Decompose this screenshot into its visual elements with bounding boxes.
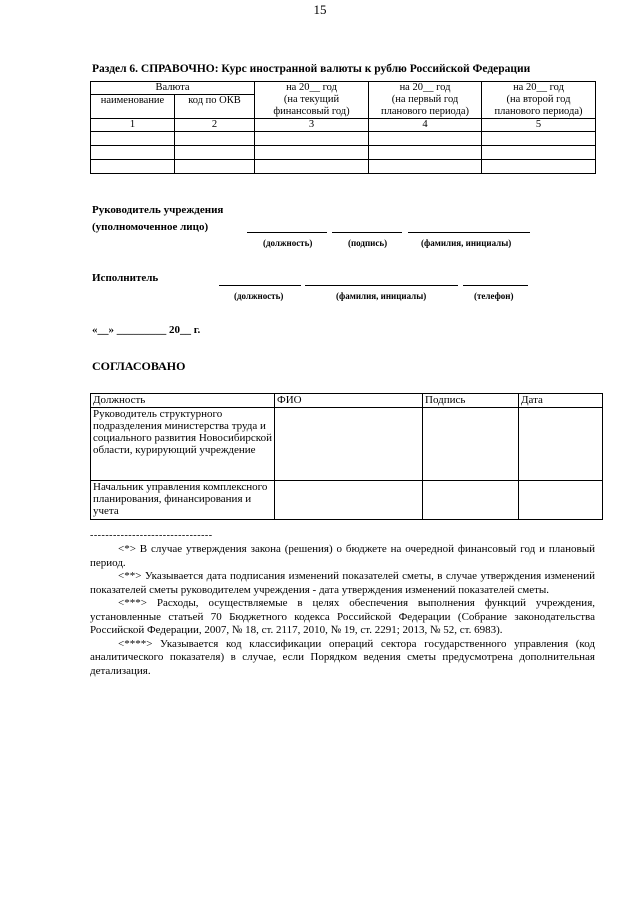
head-position-line[interactable] xyxy=(247,232,327,233)
table-cell[interactable] xyxy=(91,160,175,174)
table-cell[interactable] xyxy=(255,160,369,174)
footnote-separator: -------------------------------- xyxy=(90,530,213,541)
approval-name-cell[interactable] xyxy=(275,481,423,520)
currency-header: Валюта xyxy=(91,82,255,95)
column-number: 1 xyxy=(91,119,175,132)
table-cell[interactable] xyxy=(482,160,596,174)
executor-label: Исполнитель xyxy=(92,272,159,284)
column-number: 5 xyxy=(482,119,596,132)
column-number: 3 xyxy=(255,119,369,132)
approval-signature-cell[interactable] xyxy=(423,408,519,481)
section-title: Раздел 6. СПРАВОЧНО: Курс иностранной валюты к рублю Российской Федерации xyxy=(92,63,531,75)
approval-header-date: Дата xyxy=(519,394,603,408)
page-number: 15 xyxy=(313,2,327,17)
column-number: 4 xyxy=(369,119,482,132)
table-cell[interactable] xyxy=(255,146,369,160)
approval-header-name: ФИО xyxy=(275,394,423,408)
footnote-1: <*> В случае утверждения закона (решения) о бюджете на очередной финансовый год и плановый период. xyxy=(90,543,595,569)
executor-name-line[interactable] xyxy=(305,285,458,286)
approval-header-signature: Подпись xyxy=(423,394,519,408)
currency-rate-table xyxy=(90,81,596,174)
executor-position-line[interactable] xyxy=(219,285,301,286)
head-name-line[interactable] xyxy=(408,232,530,233)
column-number: 2 xyxy=(175,119,255,132)
executor-name-caption: (фамилия, инициалы) xyxy=(336,291,427,301)
approval-position-cell: Руководитель структурного подразделения министерства труда и социального развития Новосибирской области, курирующий учреждение xyxy=(91,408,275,481)
table-cell[interactable] xyxy=(369,146,482,160)
table-cell[interactable] xyxy=(175,160,255,174)
approval-header-position: Должность xyxy=(91,394,275,408)
approved-label: СОГЛАСОВАНО xyxy=(92,359,186,373)
head-signature-line[interactable] xyxy=(332,232,402,233)
table-cell[interactable] xyxy=(175,132,255,146)
table-cell[interactable] xyxy=(175,146,255,160)
sub-header-okv-code: код по ОКВ xyxy=(175,95,255,119)
executor-position-caption: (должность) xyxy=(234,291,284,301)
approval-signature-cell[interactable] xyxy=(423,481,519,520)
table-cell[interactable] xyxy=(369,160,482,174)
year-header-first-plan: на 20__ год (на первый год планового периода) xyxy=(369,82,482,119)
approval-position-cell: Начальник управления комплексного планирования, финансирования и учета xyxy=(91,481,275,520)
head-signature-subtitle: (уполномоченное лицо) xyxy=(92,221,209,233)
footnotes xyxy=(90,543,595,678)
head-name-caption: (фамилия, инициалы) xyxy=(421,238,512,248)
table-cell[interactable] xyxy=(91,132,175,146)
executor-phone-caption: (телефон) xyxy=(474,291,514,301)
approval-date-cell[interactable] xyxy=(519,481,603,520)
head-signature-title: Руководитель учреждения xyxy=(92,204,224,216)
footnote-3: <***> Расходы, осуществляемые в целях обеспечения выполнения функций учреждения, установленные статьей 70 Бюджетного кодекса Российской Федерации (Собрание законодательства Российской Федерации, 2007, № 18, ст. 2117, 2010, № 19, ст. 2291; 2013, № 52, ст. 6983). xyxy=(90,597,595,636)
footnote-2: <**> Указывается дата подписания изменений показателей сметы, в случае утверждения изменений показателей сметы руководителем учреждения - дата утверждения изменений показателей сметы. xyxy=(90,570,595,596)
head-signature-caption: (подпись) xyxy=(348,238,388,248)
year-header-current: на 20__ год (на текущий финансовый год) xyxy=(255,82,369,119)
table-cell[interactable] xyxy=(369,132,482,146)
approval-table xyxy=(90,393,603,520)
table-cell[interactable] xyxy=(482,146,596,160)
approval-date-cell[interactable] xyxy=(519,408,603,481)
footnote-4: <****> Указывается код классификации операций сектора государственного управления (код аналитического показателя) в случае, если Порядком ведения сметы предусмотрена дополнительная детализация. xyxy=(90,637,595,677)
executor-phone-line[interactable] xyxy=(463,285,528,286)
table-cell[interactable] xyxy=(255,132,369,146)
date-line: «__» _________ 20__ г. xyxy=(92,324,201,336)
table-cell[interactable] xyxy=(482,132,596,146)
head-position-caption: (должность) xyxy=(263,238,313,248)
table-cell[interactable] xyxy=(91,146,175,160)
sub-header-name: наименование xyxy=(91,95,175,119)
year-header-second-plan: на 20__ год (на второй год планового периода) xyxy=(482,82,596,119)
approval-name-cell[interactable] xyxy=(275,408,423,481)
